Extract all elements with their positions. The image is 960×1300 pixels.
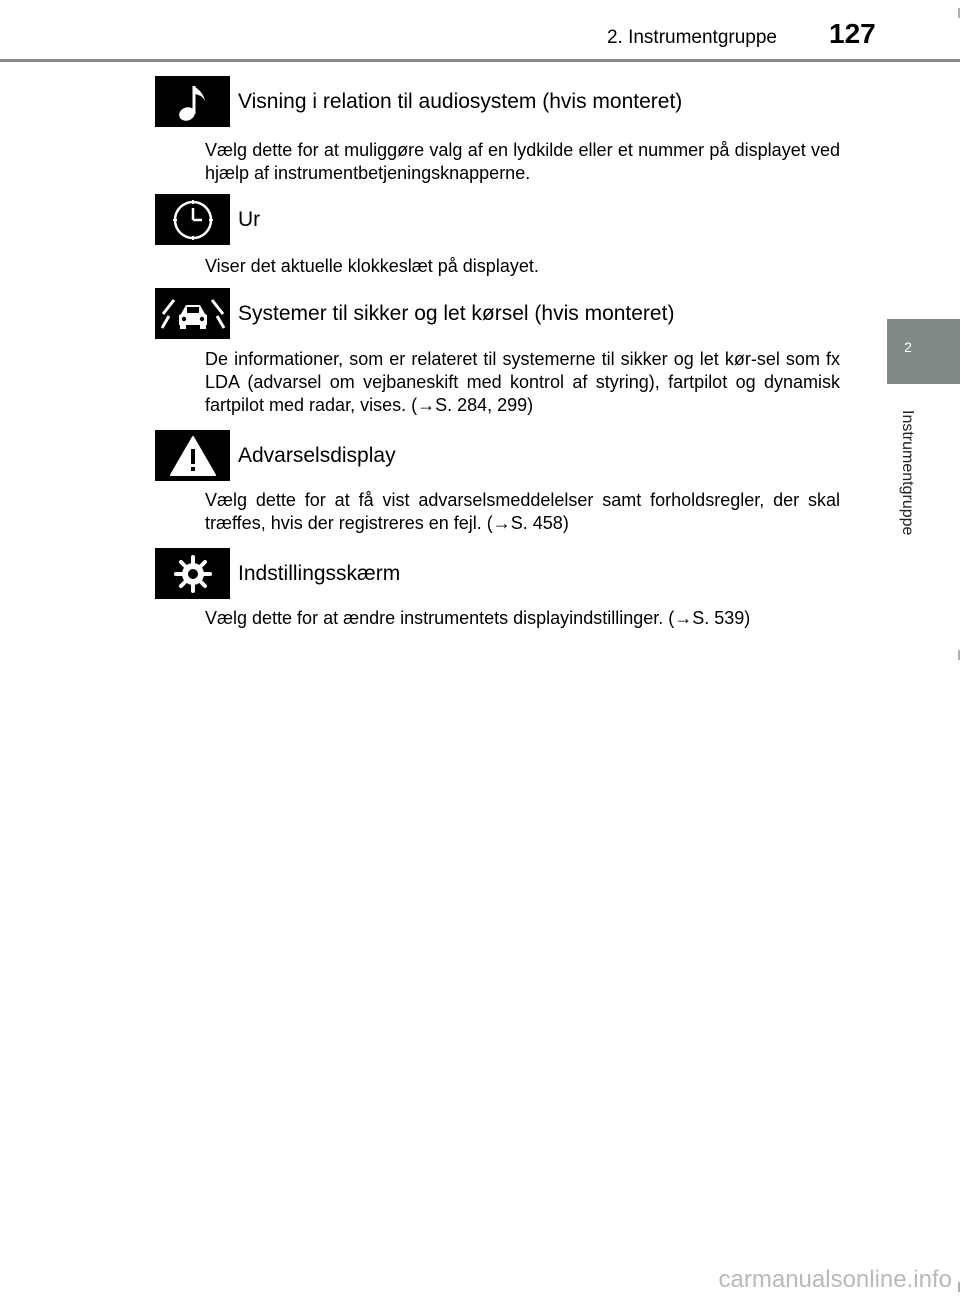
entry-description bbox=[205, 348, 840, 417]
music-note-icon bbox=[155, 76, 230, 127]
chapter-tab[interactable] bbox=[887, 319, 960, 384]
page-number: 127 bbox=[829, 18, 876, 49]
entry-title: Advarselsdisplay bbox=[238, 444, 396, 467]
page-reference-link[interactable]: S. 284, 299) bbox=[435, 395, 534, 415]
clock-icon bbox=[155, 194, 230, 245]
description-text: De informationer, som er relateret til systemerne til sikker og let kør-sel som fx LDA (advarsel om vejbaneskift med kontrol af styring), fartpilot og dynamisk fartpilot med radar, vises. ( bbox=[205, 349, 840, 415]
entry-description bbox=[205, 489, 840, 535]
header-section-title: 2. Instrumentgruppe bbox=[606, 27, 777, 48]
warning-icon bbox=[155, 430, 230, 481]
page-reference-link[interactable]: S. 458) bbox=[510, 513, 569, 533]
chapter-tab-title: Instrumentgruppe bbox=[899, 410, 916, 536]
entry-description bbox=[205, 607, 840, 630]
reference-arrow: → bbox=[674, 608, 693, 628]
description-text: Vælg dette for at ændre instrumentets displayindstillinger. ( bbox=[205, 608, 675, 628]
footer-watermark: carmanualsonline.info bbox=[718, 1266, 952, 1293]
entry-title: Visning i relation til audiosystem (hvis monteret) bbox=[238, 90, 683, 113]
entry-title: Indstillingsskærm bbox=[238, 562, 401, 585]
description-text: Vælg dette for at få vist advarselsmeddelelser samt forholdsregler, der skal træffes, hvis der registreres en fejl. ( bbox=[205, 490, 840, 533]
settings-gear-icon bbox=[155, 548, 230, 599]
driving-assist-icon bbox=[155, 288, 230, 339]
entry-description: Vælg dette for at muliggøre valg af en lydkilde eller et nummer på displayet ved hjælp af instrumentbetjeningsknapperne. bbox=[205, 140, 840, 183]
reference-arrow: → bbox=[417, 395, 436, 415]
header-rule bbox=[0, 59, 960, 62]
reference-arrow: → bbox=[492, 513, 511, 533]
chapter-tab-number: 2 bbox=[904, 339, 912, 355]
entry-title: Ur bbox=[238, 208, 261, 231]
page-reference-link[interactable]: S. 539) bbox=[692, 608, 751, 628]
entry-title: Systemer til sikker og let kørsel (hvis monteret) bbox=[238, 302, 675, 325]
entry-description: Viser det aktuelle klokkeslæt på displayet. bbox=[205, 256, 539, 276]
